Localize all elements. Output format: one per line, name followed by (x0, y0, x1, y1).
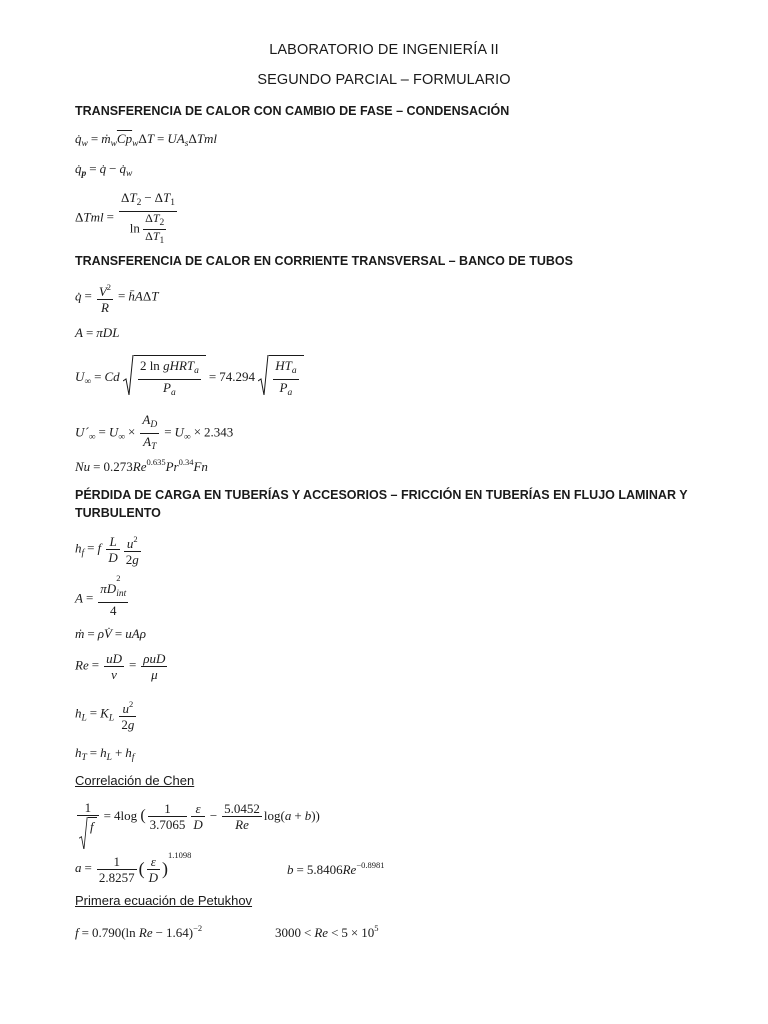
equation-lmtd: ΔTml = $\Delta T_2 - \Delta T_1$ ln $\frac{\Delta T_2}{\Delta T_1}$ (75, 190, 176, 246)
petukhov-exponent: −2 (193, 923, 203, 933)
section-heading-pressure-loss: PÉRDIDA DE CARGA EN TUBERÍAS Y ACCESORIOS – FRICCIÓN EN TUBERÍAS EN FLUJO LAMINAR Y TURBULENTO (75, 488, 688, 520)
equation-darcy-weisbach: $h_f = f$ $\frac{L}{D}$ $\frac{u^2}{2g}$ (75, 534, 139, 567)
reynolds-exponent: 0.635 (146, 457, 166, 467)
equation-heat-loss: $q̇_p$ = q̇ − $q̇_w$ (75, 161, 133, 179)
range-exponent: 5 (374, 923, 379, 933)
equation-internal-area: A = πD 2 $_{int}$ 4 (75, 573, 127, 618)
constant-2343: 2.343 (204, 424, 234, 440)
document-subtitle: SEGUNDO PARCIAL – FORMULARIO (257, 72, 511, 88)
chen-constant-37065: 3.7065 (149, 817, 186, 833)
equation-heat-water: $q̇_w$ = $ṁ_w\overline{Cp}_w\Delta T = UA_s\Delta Tml$ (75, 131, 218, 149)
equation-minor-loss: $h_L = K_L$ $\frac{u^2}{2g}$ (75, 699, 135, 732)
equation-power: q̇ = $\frac{V^2}{R}$ = h̄AΔT (75, 282, 159, 315)
section-heading-tube-bank: TRANSFERENCIA DE CALOR EN CORRIENTE TRANSVERSAL – BANCO DE TUBOS (75, 254, 573, 268)
chen-constant-4: 4 (113, 807, 121, 823)
chen-exponent-08981: −0.8981 (356, 860, 385, 870)
equation-chen-a: a = $\frac{1}{2.8257}$ ( $\frac{\varepsilon}{D}$ )$^{1.1098}$ (75, 850, 192, 885)
petukhov-coefficient: 0.790 (91, 925, 122, 940)
petukhov-constant-164: 1.64 (165, 925, 189, 940)
document-title: LABORATORIO DE INGENIERÍA II (269, 42, 499, 58)
subheading-chen-correlation: Correlación de Chen (75, 773, 195, 788)
equation-chen-b: $b = 5.8406Re^{-0.8981}$ (287, 860, 385, 877)
subheading-petukhov-equation: Primera ecuación de Petukhov (75, 893, 253, 908)
equation-mass-flow: ṁ = ρV̇ = uAρ (75, 626, 146, 641)
chen-exponent-11098: 1.1098 (167, 850, 192, 860)
chen-constant-28257: 2.8257 (98, 869, 135, 885)
equation-petukhov-range: $3000 < Re < 5 \times 10^5$ (275, 923, 379, 940)
prandtl-exponent: 0.34 (178, 457, 194, 467)
range-mantissa: 5 (341, 925, 348, 940)
equation-free-stream-velocity: $U_\infty = Cd$ $\frac{2 \ln gHRT_a}{P_a}$ = 74.294 $\frac{HT_a}{P_a}$ (75, 355, 304, 401)
chen-constant-58406: 5.8406 (306, 862, 343, 877)
equation-area-cylinder: A = πDL (75, 325, 120, 340)
equation-reynolds: Re = $\frac{uD}{\nu}$ = $\frac{\text{ρuD}}{\mu}$ (75, 651, 166, 682)
constant-74294: 74.294 (219, 368, 255, 384)
equation-nusselt: $Nu = 0.273Re^{0.635}Pr^{0.34}Fn$ (75, 457, 208, 474)
range-base: 10 (361, 925, 375, 940)
equation-chen: $\frac{1}{f}$ = 4log ( $\frac{1}{3.7065}$ $\frac{\varepsilon}{D}$ − $\frac{5.0452}{Re}$ log(a + b)) (75, 800, 320, 834)
section-heading-condensation: TRANSFERENCIA DE CALOR CON CAMBIO DE FASE – CONDENSACIÓN (75, 104, 510, 118)
equation-max-velocity: $U´_\infty = U_\infty$ × $\frac{A_D}{A_T}$ = $U_\infty \times 2.343$ (75, 412, 233, 455)
equation-petukhov: f = 0.790(ln Re − 1.64)$^{-2}$ (75, 923, 203, 940)
range-lower-bound: 3000 (275, 925, 301, 940)
chen-constant-50452: 5.0452 (224, 801, 260, 817)
nusselt-coefficient: 0.273 (103, 459, 133, 474)
equation-total-loss: $h_T = h_L + h_f$ (75, 745, 135, 763)
